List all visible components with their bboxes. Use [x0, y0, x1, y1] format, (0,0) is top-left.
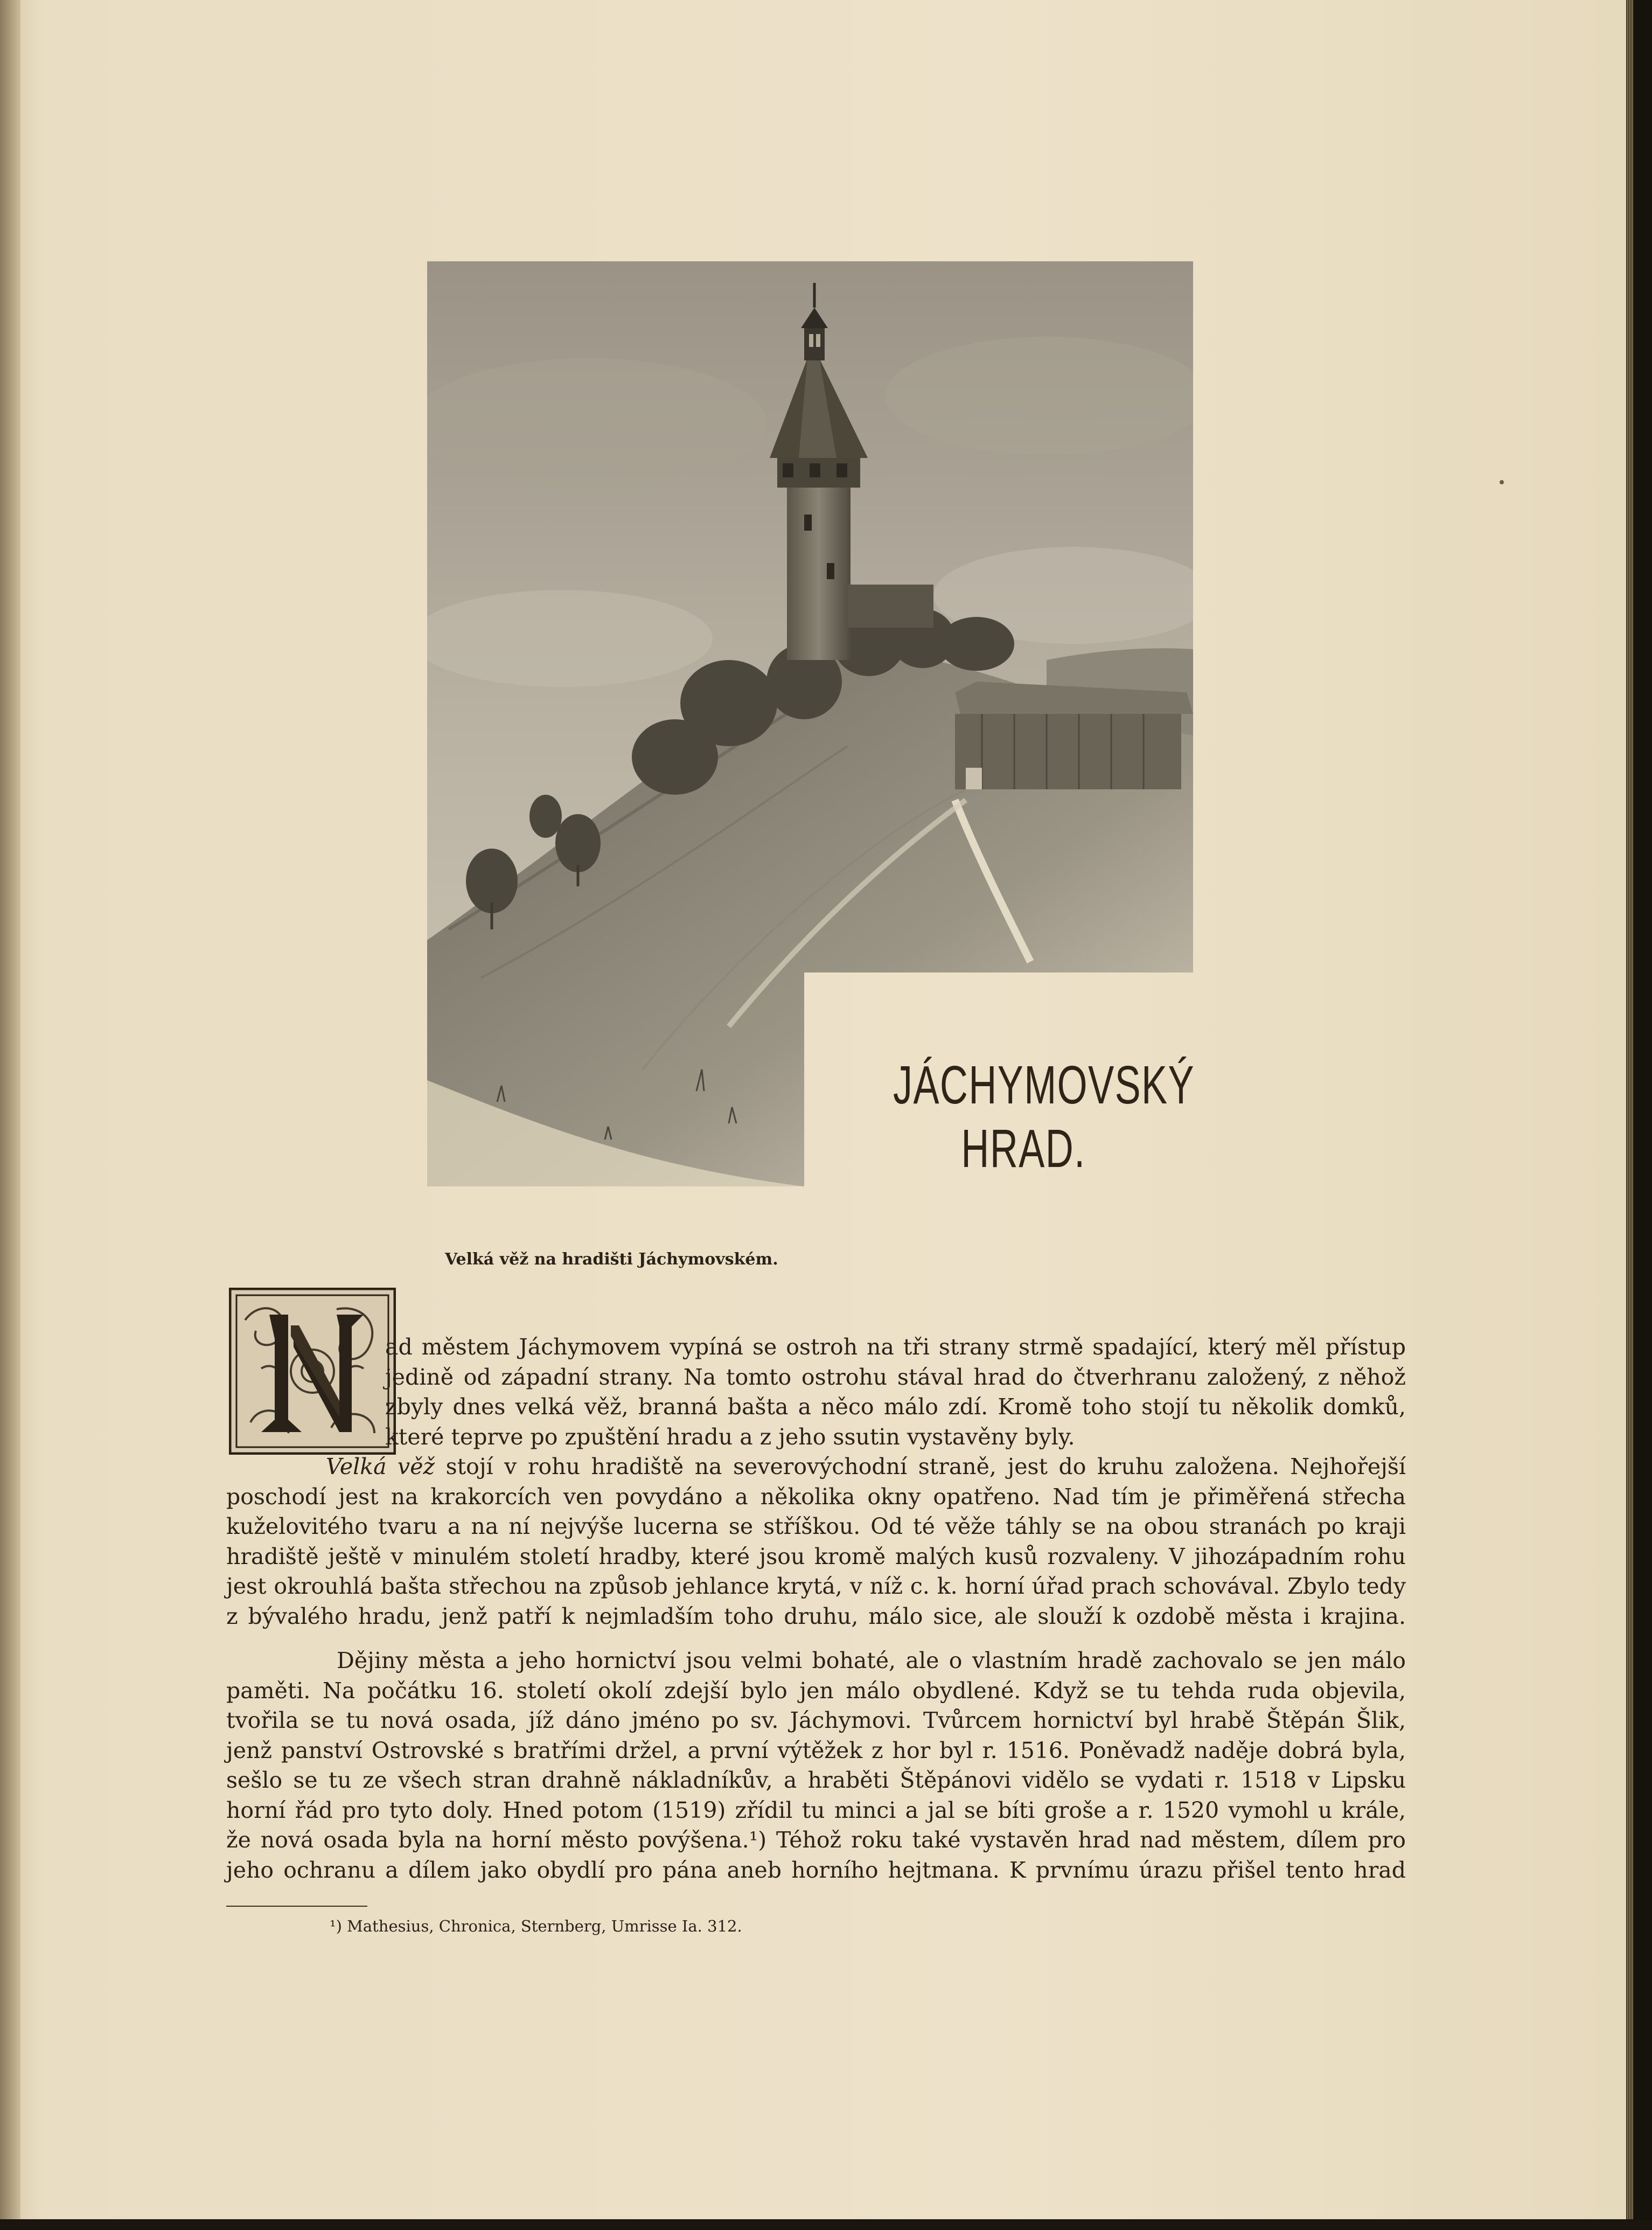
- p3-line-3: tvořila se tu nová osada, jíž dáno jméno po sv. Jáchymovi. Tvůrcem hornictví byl hrabě Štěpán Šlik,: [226, 1707, 1406, 1733]
- title-line-2: HRAD.: [961, 1119, 1086, 1179]
- p2-line-2: poschodí jest na krakorcích ven povydáno a několika okny opatřeno. Nad tím je přiměřená střecha: [226, 1483, 1406, 1510]
- p2-line-4: hradiště ještě v minulém století hradby, které jsou kromě malých kusů rozvaleny. V jihozápadním rohu: [226, 1543, 1406, 1569]
- paper-speck: [1500, 480, 1504, 484]
- p3-line-2: paměti. Na počátku 16. století okolí zdejší bylo jen málo obydlené. Když se tu tehda ruda objevila,: [226, 1677, 1406, 1704]
- p3-line-4: jenž panství Ostrovské s bratřími držel, a první výtěžek z hor byl r. 1516. Poněvadž naděje dobrá byla,: [226, 1737, 1406, 1763]
- p2-italic-start: Velká věž: [326, 1454, 435, 1479]
- paragraph-2: [226, 1452, 1406, 1631]
- footnote: ¹) Mathesius, Chronica, Sternberg, Umrisse Ia. 312.: [330, 1917, 742, 1935]
- p2-line-6: z bývalého hradu, jenž patří k nejmladším toho druhu, málo sice, ale slouží k ozdobě města i krajina.: [226, 1603, 1406, 1629]
- p2-line-5: jest okrouhlá bašta střechou na způsob jehlance krytá, v níž c. k. horní úřad prach schovával. Zbylo tedy: [226, 1573, 1406, 1599]
- page-binding-edge: [0, 0, 20, 2230]
- ornamental-dropcap: [229, 1288, 396, 1455]
- p3-line-8: jeho ochranu a dílem jako obydlí pro pána aneb horního hejtmana. K prvnímu úrazu přišel tento hrad: [226, 1857, 1406, 1883]
- title-line-1: JÁCHYMOVSKÝ: [893, 1055, 1195, 1115]
- p1-line-4: které teprve po zpuštění hradu a z jeho ssutin vystavěny byly.: [385, 1423, 1075, 1450]
- p1-line-1: ad městem Jáchymovem vypíná se ostroh na tři strany strmě spadající, který měl přístup: [385, 1334, 1406, 1360]
- p2-line-3: kuželovitého tvaru a na ní nejvýše lucerna se stříškou. Od té věže táhly se na obou stranách po kraji: [226, 1513, 1406, 1539]
- p2-line-1-rest: stojí v rohu hradiště na severovýchodní straně, jest do kruhu založena. Nejhořejší: [435, 1454, 1406, 1479]
- page-right-edge: [1634, 0, 1652, 2230]
- paragraph-3: [226, 1646, 1406, 1885]
- p3-line-5: sešlo se tu ze všech stran drahně nákladníkův, a hraběti Štěpánovi vidělo se vydati r. 1518 v Lipsku: [226, 1767, 1406, 1793]
- p3-line-6: horní řád pro tyto doly. Hned potom (1519) zřídil tu minci a jal se bíti groše a r. 1520 vymohl u krále,: [226, 1797, 1406, 1823]
- p1-line-2: jedině od západní strany. Na tomto ostrohu stával hrad do čtverhranu založený, z něhož: [385, 1364, 1406, 1390]
- tower-illustration: [427, 261, 1193, 1186]
- p1-line-3: zbyly dnes velká věž, branná bašta a něco málo zdí. Kromě toho stojí tu několik domků,: [385, 1394, 1406, 1420]
- page-bottom-edge: [0, 2219, 1652, 2230]
- p3-line-7: že nová osada byla na horní město povýšena.¹) Téhož roku také vystavěn hrad nad městem, dílem pro: [226, 1827, 1406, 1853]
- footnote-divider: [226, 1906, 367, 1907]
- illustration-caption: Velká věž na hradišti Jáchymovském.: [445, 1250, 778, 1269]
- paragraph-1: [385, 1332, 1406, 1452]
- chapter-title: [808, 1053, 1217, 1193]
- p3-line-1: Dějiny města a jeho hornictví jsou velmi bohaté, ale o vlastním hradě zachovalo se jen málo: [337, 1648, 1406, 1673]
- p2-line-1: [226, 1452, 1406, 1482]
